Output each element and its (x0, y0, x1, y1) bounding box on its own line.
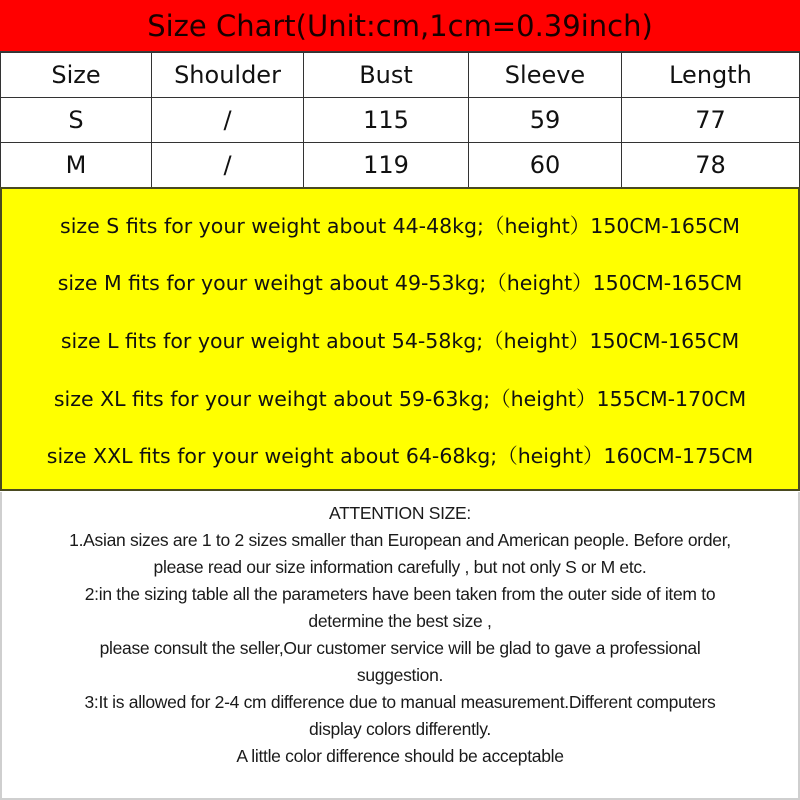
cell-shoulder: / (152, 98, 304, 143)
size-chart-title: Size Chart(Unit:cm,1cm=0.39inch) (0, 0, 800, 52)
fit-line-xxl: size XXL fits for your weight about 64-68kg;（height）160CM-175CM (46, 444, 754, 469)
table-row (1, 143, 800, 188)
cell-shoulder: / (152, 143, 304, 188)
table-row (1, 98, 800, 143)
header-sleeve: Sleeve (469, 53, 622, 98)
note-line: suggestion. (356, 665, 444, 685)
note-line: display colors differently. (309, 719, 491, 739)
cell-size: S (1, 98, 152, 143)
header-size: Size (1, 53, 152, 98)
cell-length: 77 (622, 98, 800, 143)
notes-heading: ATTENTION SIZE: (329, 503, 471, 523)
header-length: Length (622, 53, 800, 98)
note-line: 1.Asian sizes are 1 to 2 sizes smaller than European and American people. Before order, (69, 530, 731, 550)
cell-size: M (1, 143, 152, 188)
note-line: 2:in the sizing table all the parameters have been taken from the outer side of item to (84, 584, 716, 604)
note-line: determine the best size , (308, 611, 492, 631)
fit-line-l: size L fits for your weight about 54-58kg;（height）150CM-165CM (60, 328, 740, 353)
header-shoulder: Shoulder (152, 53, 304, 98)
table-header-row (1, 53, 800, 98)
note-line: 3:It is allowed for 2-4 cm difference due to manual measurement.Different computers (84, 692, 716, 712)
attention-notes (0, 492, 800, 800)
note-line: please read our size information carefully , but not only S or M etc. (153, 557, 647, 577)
size-table (0, 52, 800, 188)
note-line: please consult the seller,Our customer service will be glad to gave a professional (99, 638, 701, 658)
fit-line-m: size M fits for your weihgt about 49-53kg;（height）150CM-165CM (57, 271, 743, 296)
cell-sleeve: 60 (469, 143, 622, 188)
note-line: A little color difference should be acceptable (236, 746, 564, 766)
cell-bust: 115 (304, 98, 469, 143)
cell-bust: 119 (304, 143, 469, 188)
header-bust: Bust (304, 53, 469, 98)
cell-sleeve: 59 (469, 98, 622, 143)
fit-line-xl: size XL fits for your weihgt about 59-63kg;（height）155CM-170CM (53, 386, 747, 411)
fit-line-s: size S fits for your weight about 44-48kg;（height）150CM-165CM (60, 213, 740, 238)
fit-guide (0, 187, 800, 491)
cell-length: 78 (622, 143, 800, 188)
